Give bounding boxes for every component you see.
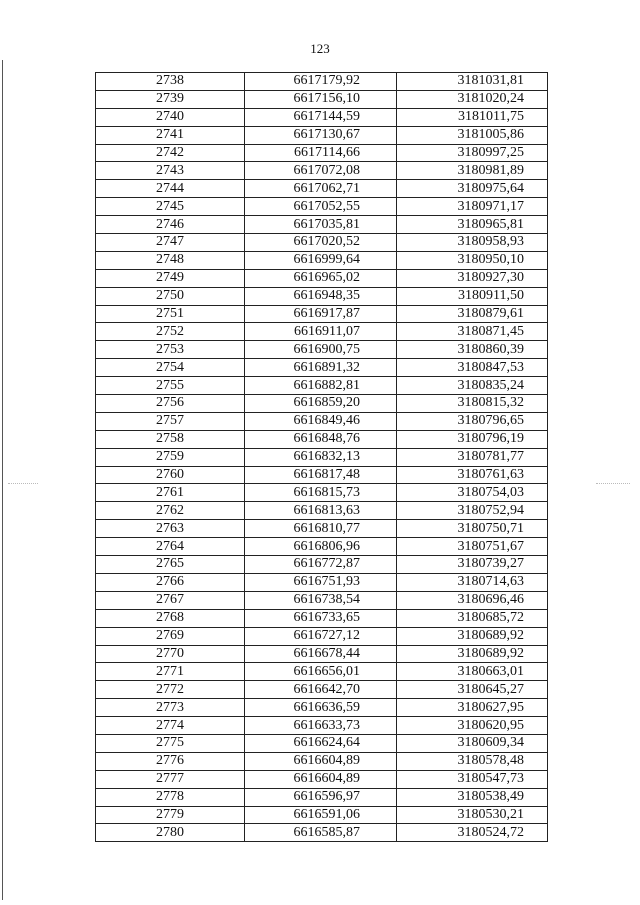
table-row <box>96 573 548 591</box>
x-coordinate-cell: 6616815,73 <box>245 484 397 502</box>
x-coordinate-cell: 6616636,59 <box>245 699 397 717</box>
margin-mark-left <box>8 483 38 484</box>
table-row <box>96 90 548 108</box>
y-coordinate-cell: 3180981,89 <box>397 162 548 180</box>
y-coordinate-cell: 3180750,71 <box>397 520 548 538</box>
table-row <box>96 502 548 520</box>
x-coordinate-cell: 6616999,64 <box>245 251 397 269</box>
coordinates-table <box>95 72 548 842</box>
point-number-cell: 2743 <box>96 162 245 180</box>
y-coordinate-cell: 3180696,46 <box>397 591 548 609</box>
point-number-cell: 2768 <box>96 609 245 627</box>
y-coordinate-cell: 3180965,81 <box>397 216 548 234</box>
table-row <box>96 198 548 216</box>
table-row <box>96 806 548 824</box>
x-coordinate-cell: 6616738,54 <box>245 591 397 609</box>
x-coordinate-cell: 6616813,63 <box>245 502 397 520</box>
margin-mark-right <box>596 483 630 484</box>
point-number-cell: 2763 <box>96 520 245 538</box>
point-number-cell: 2750 <box>96 287 245 305</box>
point-number-cell: 2751 <box>96 305 245 323</box>
point-number-cell: 2772 <box>96 681 245 699</box>
table-row <box>96 430 548 448</box>
x-coordinate-cell: 6617062,71 <box>245 180 397 198</box>
y-coordinate-cell: 3180689,92 <box>397 645 548 663</box>
point-number-cell: 2769 <box>96 627 245 645</box>
y-coordinate-cell: 3180547,73 <box>397 770 548 788</box>
table-row <box>96 824 548 842</box>
table-row <box>96 144 548 162</box>
y-coordinate-cell: 3180796,65 <box>397 412 548 430</box>
y-coordinate-cell: 3180739,27 <box>397 556 548 574</box>
x-coordinate-cell: 6616832,13 <box>245 448 397 466</box>
point-number-cell: 2740 <box>96 108 245 126</box>
x-coordinate-cell: 6616596,97 <box>245 788 397 806</box>
table-row <box>96 234 548 252</box>
point-number-cell: 2765 <box>96 556 245 574</box>
x-coordinate-cell: 6617114,66 <box>245 144 397 162</box>
point-number-cell: 2753 <box>96 341 245 359</box>
y-coordinate-cell: 3180627,95 <box>397 699 548 717</box>
table-row <box>96 717 548 735</box>
y-coordinate-cell: 3181011,75 <box>397 108 548 126</box>
point-number-cell: 2738 <box>96 73 245 91</box>
point-number-cell: 2754 <box>96 359 245 377</box>
point-number-cell: 2761 <box>96 484 245 502</box>
y-coordinate-cell: 3181020,24 <box>397 90 548 108</box>
y-coordinate-cell: 3180847,53 <box>397 359 548 377</box>
x-coordinate-cell: 6617144,59 <box>245 108 397 126</box>
page-edge-line <box>2 60 3 900</box>
point-number-cell: 2767 <box>96 591 245 609</box>
x-coordinate-cell: 6616604,89 <box>245 770 397 788</box>
table-row <box>96 287 548 305</box>
y-coordinate-cell: 3180645,27 <box>397 681 548 699</box>
y-coordinate-cell: 3180714,63 <box>397 573 548 591</box>
y-coordinate-cell: 3180796,19 <box>397 430 548 448</box>
y-coordinate-cell: 3180975,64 <box>397 180 548 198</box>
x-coordinate-cell: 6616633,73 <box>245 717 397 735</box>
table-row <box>96 734 548 752</box>
table-row <box>96 305 548 323</box>
y-coordinate-cell: 3180911,50 <box>397 287 548 305</box>
table-row <box>96 556 548 574</box>
table-row <box>96 609 548 627</box>
x-coordinate-cell: 6616727,12 <box>245 627 397 645</box>
table-row <box>96 645 548 663</box>
table-row <box>96 752 548 770</box>
x-coordinate-cell: 6617052,55 <box>245 198 397 216</box>
y-coordinate-cell: 3180997,25 <box>397 144 548 162</box>
table-row <box>96 126 548 144</box>
point-number-cell: 2778 <box>96 788 245 806</box>
point-number-cell: 2766 <box>96 573 245 591</box>
y-coordinate-cell: 3180835,24 <box>397 377 548 395</box>
x-coordinate-cell: 6616917,87 <box>245 305 397 323</box>
x-coordinate-cell: 6616965,02 <box>245 269 397 287</box>
table-row <box>96 251 548 269</box>
y-coordinate-cell: 3180950,10 <box>397 251 548 269</box>
x-coordinate-cell: 6617179,92 <box>245 73 397 91</box>
table-row <box>96 216 548 234</box>
point-number-cell: 2758 <box>96 430 245 448</box>
y-coordinate-cell: 3180752,94 <box>397 502 548 520</box>
table-row <box>96 73 548 91</box>
y-coordinate-cell: 3180663,01 <box>397 663 548 681</box>
point-number-cell: 2775 <box>96 734 245 752</box>
point-number-cell: 2745 <box>96 198 245 216</box>
point-number-cell: 2752 <box>96 323 245 341</box>
point-number-cell: 2760 <box>96 466 245 484</box>
table-row <box>96 484 548 502</box>
table-row <box>96 788 548 806</box>
x-coordinate-cell: 6616806,96 <box>245 538 397 556</box>
y-coordinate-cell: 3180754,03 <box>397 484 548 502</box>
point-number-cell: 2759 <box>96 448 245 466</box>
point-number-cell: 2770 <box>96 645 245 663</box>
coordinates-table-body <box>96 73 548 842</box>
point-number-cell: 2739 <box>96 90 245 108</box>
table-row <box>96 108 548 126</box>
x-coordinate-cell: 6616733,65 <box>245 609 397 627</box>
x-coordinate-cell: 6617035,81 <box>245 216 397 234</box>
point-number-cell: 2748 <box>96 251 245 269</box>
y-coordinate-cell: 3180751,67 <box>397 538 548 556</box>
table-row <box>96 520 548 538</box>
point-number-cell: 2741 <box>96 126 245 144</box>
point-number-cell: 2774 <box>96 717 245 735</box>
x-coordinate-cell: 6617020,52 <box>245 234 397 252</box>
point-number-cell: 2756 <box>96 395 245 413</box>
point-number-cell: 2742 <box>96 144 245 162</box>
y-coordinate-cell: 3180538,49 <box>397 788 548 806</box>
table-row <box>96 180 548 198</box>
table-row <box>96 591 548 609</box>
point-number-cell: 2755 <box>96 377 245 395</box>
table-row <box>96 341 548 359</box>
x-coordinate-cell: 6616817,48 <box>245 466 397 484</box>
x-coordinate-cell: 6617130,67 <box>245 126 397 144</box>
y-coordinate-cell: 3180578,48 <box>397 752 548 770</box>
x-coordinate-cell: 6616656,01 <box>245 663 397 681</box>
y-coordinate-cell: 3180685,72 <box>397 609 548 627</box>
y-coordinate-cell: 3180530,21 <box>397 806 548 824</box>
x-coordinate-cell: 6616642,70 <box>245 681 397 699</box>
y-coordinate-cell: 3180781,77 <box>397 448 548 466</box>
point-number-cell: 2764 <box>96 538 245 556</box>
table-row <box>96 323 548 341</box>
y-coordinate-cell: 3180871,45 <box>397 323 548 341</box>
point-number-cell: 2779 <box>96 806 245 824</box>
y-coordinate-cell: 3180815,32 <box>397 395 548 413</box>
x-coordinate-cell: 6616585,87 <box>245 824 397 842</box>
x-coordinate-cell: 6617072,08 <box>245 162 397 180</box>
x-coordinate-cell: 6616859,20 <box>245 395 397 413</box>
x-coordinate-cell: 6616849,46 <box>245 412 397 430</box>
table-row <box>96 466 548 484</box>
point-number-cell: 2757 <box>96 412 245 430</box>
x-coordinate-cell: 6617156,10 <box>245 90 397 108</box>
y-coordinate-cell: 3180620,95 <box>397 717 548 735</box>
x-coordinate-cell: 6616900,75 <box>245 341 397 359</box>
table-row <box>96 663 548 681</box>
table-row <box>96 412 548 430</box>
point-number-cell: 2762 <box>96 502 245 520</box>
point-number-cell: 2746 <box>96 216 245 234</box>
y-coordinate-cell: 3180761,63 <box>397 466 548 484</box>
y-coordinate-cell: 3180524,72 <box>397 824 548 842</box>
x-coordinate-cell: 6616624,64 <box>245 734 397 752</box>
x-coordinate-cell: 6616772,87 <box>245 556 397 574</box>
y-coordinate-cell: 3180958,93 <box>397 234 548 252</box>
x-coordinate-cell: 6616891,32 <box>245 359 397 377</box>
y-coordinate-cell: 3180879,61 <box>397 305 548 323</box>
y-coordinate-cell: 3180860,39 <box>397 341 548 359</box>
x-coordinate-cell: 6616678,44 <box>245 645 397 663</box>
table-row <box>96 538 548 556</box>
x-coordinate-cell: 6616751,93 <box>245 573 397 591</box>
point-number-cell: 2780 <box>96 824 245 842</box>
table-row <box>96 269 548 287</box>
table-row <box>96 770 548 788</box>
table-row <box>96 162 548 180</box>
point-number-cell: 2771 <box>96 663 245 681</box>
y-coordinate-cell: 3180689,92 <box>397 627 548 645</box>
point-number-cell: 2747 <box>96 234 245 252</box>
table-row <box>96 699 548 717</box>
point-number-cell: 2749 <box>96 269 245 287</box>
page-number: 123 <box>310 41 330 56</box>
y-coordinate-cell: 3181031,81 <box>397 73 548 91</box>
point-number-cell: 2776 <box>96 752 245 770</box>
table-row <box>96 377 548 395</box>
table-row <box>96 395 548 413</box>
x-coordinate-cell: 6616911,07 <box>245 323 397 341</box>
table-row <box>96 448 548 466</box>
table-row <box>96 359 548 377</box>
table-row <box>96 681 548 699</box>
x-coordinate-cell: 6616591,06 <box>245 806 397 824</box>
x-coordinate-cell: 6616810,77 <box>245 520 397 538</box>
point-number-cell: 2773 <box>96 699 245 717</box>
x-coordinate-cell: 6616848,76 <box>245 430 397 448</box>
x-coordinate-cell: 6616948,35 <box>245 287 397 305</box>
table-row <box>96 627 548 645</box>
point-number-cell: 2777 <box>96 770 245 788</box>
y-coordinate-cell: 3180609,34 <box>397 734 548 752</box>
x-coordinate-cell: 6616604,89 <box>245 752 397 770</box>
y-coordinate-cell: 3180971,17 <box>397 198 548 216</box>
point-number-cell: 2744 <box>96 180 245 198</box>
y-coordinate-cell: 3180927,30 <box>397 269 548 287</box>
y-coordinate-cell: 3181005,86 <box>397 126 548 144</box>
x-coordinate-cell: 6616882,81 <box>245 377 397 395</box>
